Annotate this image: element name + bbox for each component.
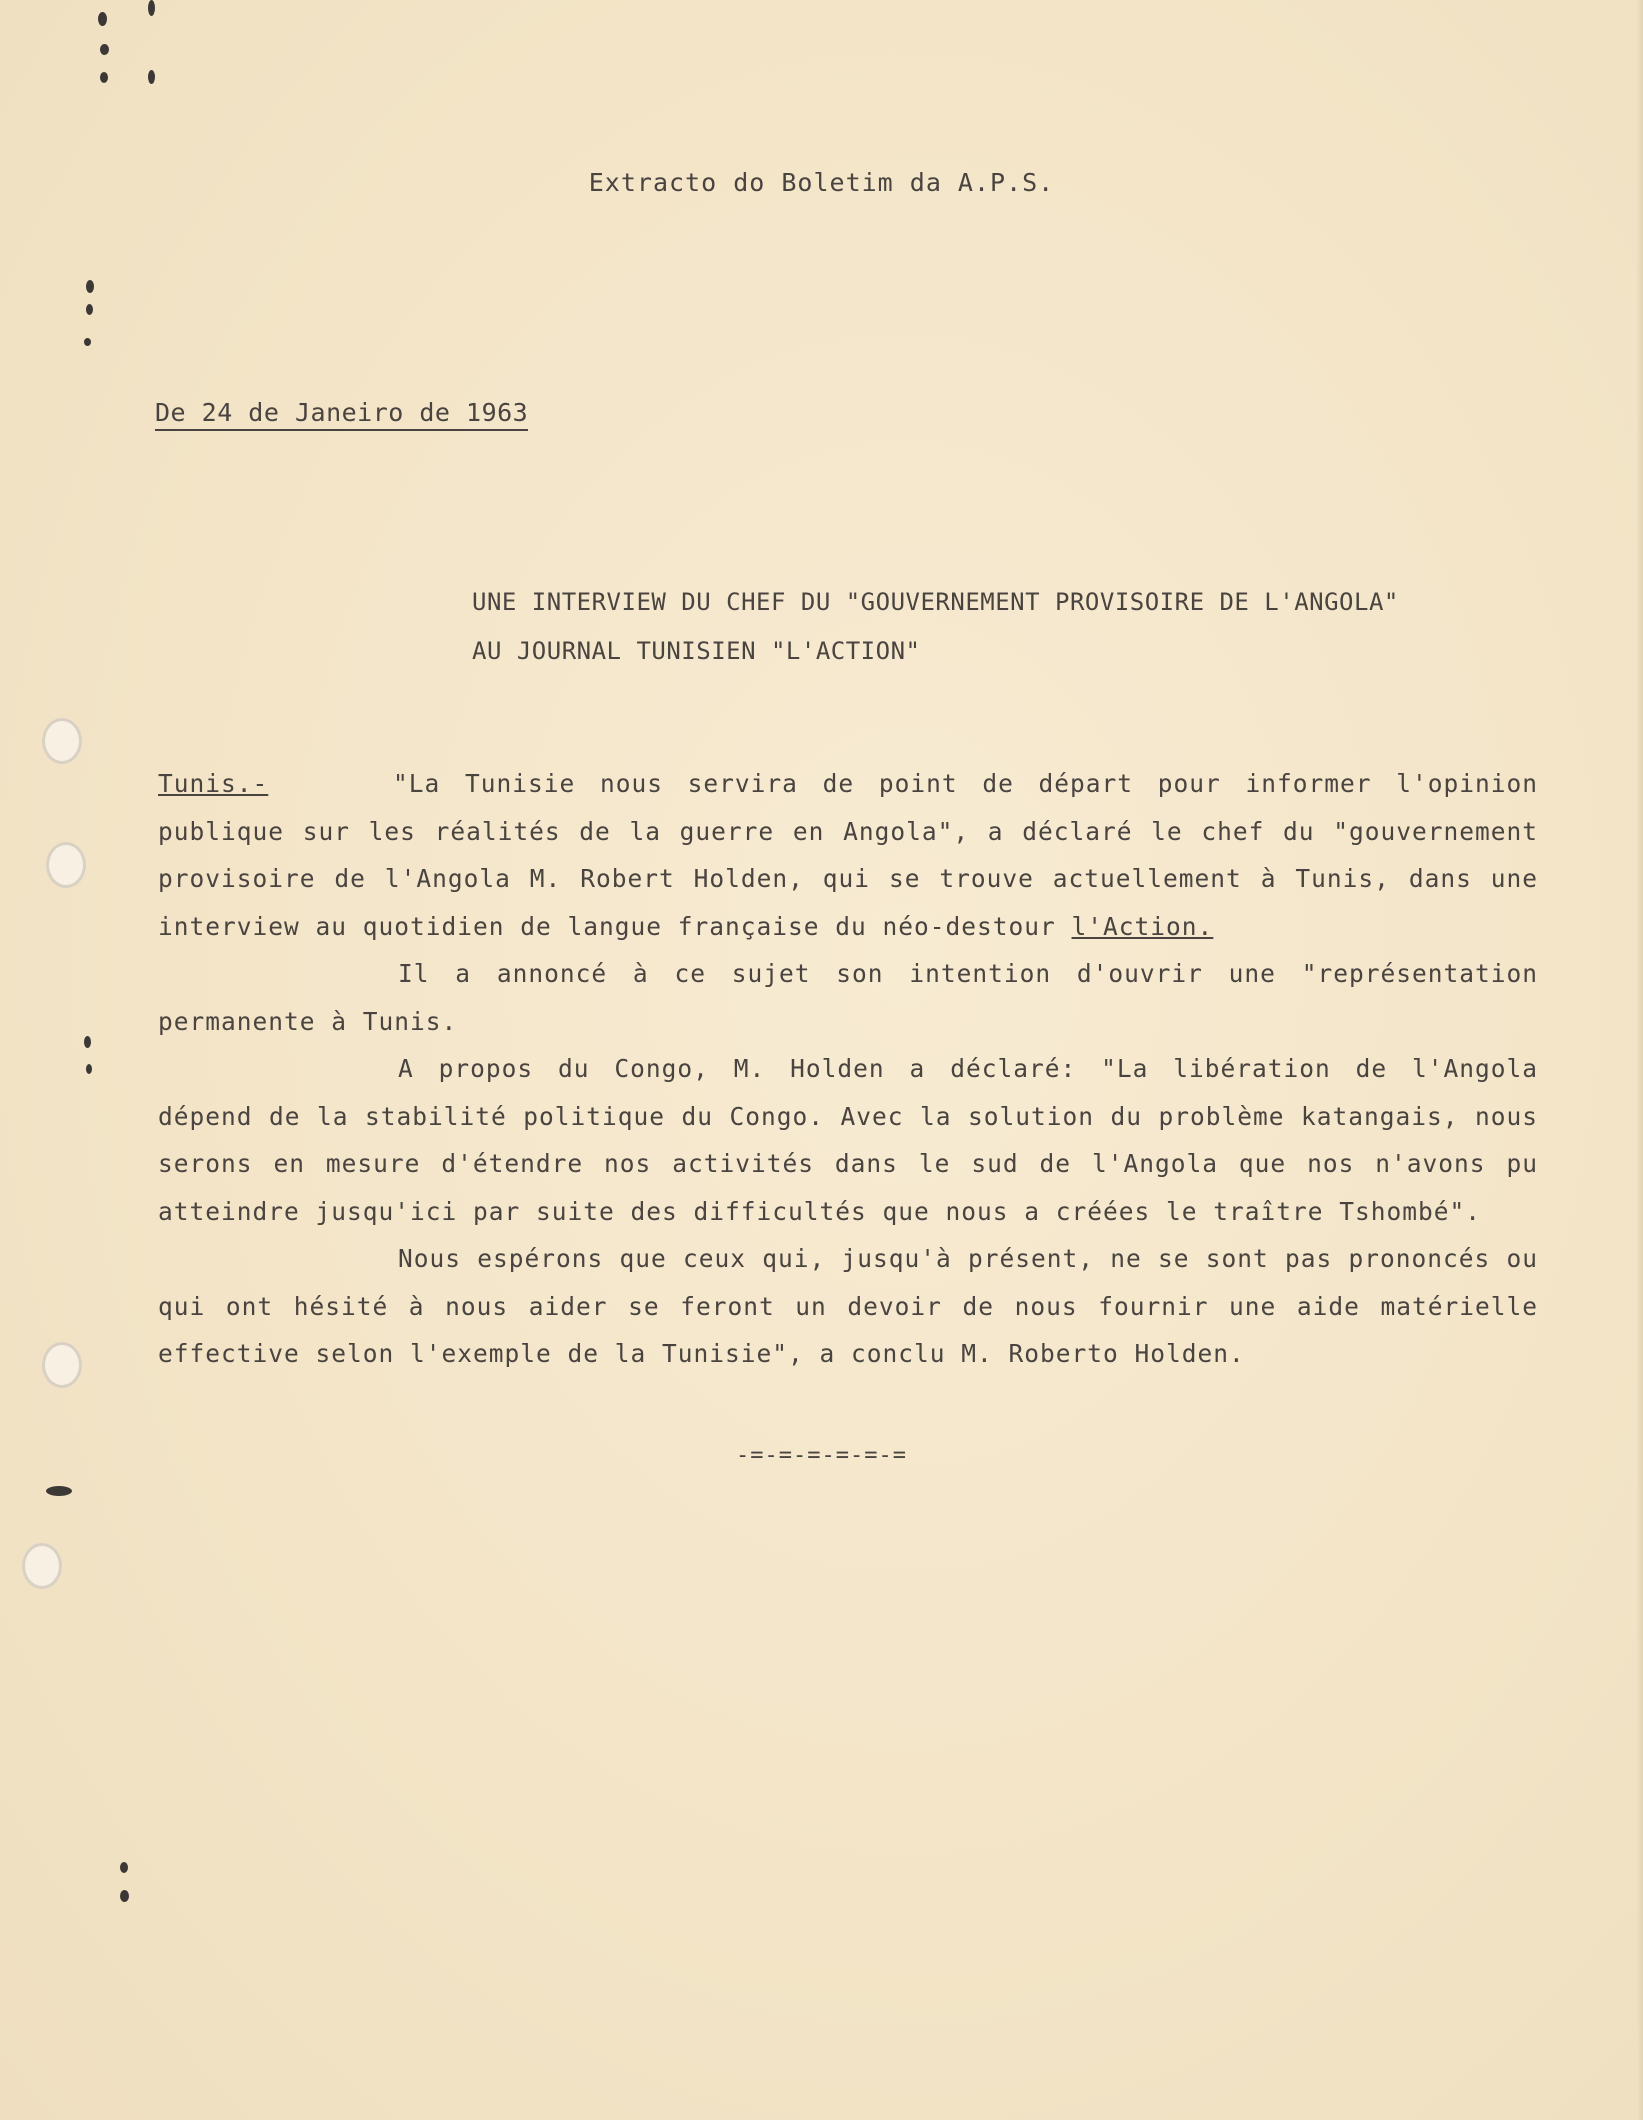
punch-hole [42,718,82,764]
journal-name: l'Action. [1071,911,1214,941]
article-body [158,760,1538,1378]
separator-line: -=-=-=-=-=-= [736,1443,907,1468]
paper-edge [1637,0,1643,2120]
staple-mark [100,44,109,55]
margin-mark [120,1862,128,1873]
staple-mark [100,72,108,83]
punch-hole [46,842,86,888]
paragraph-4: Nous espérons que ceux qui, jusqu'à présent, ne se sont pas prononcés ou qui ont hésité à nous aider se feront un devoir de nous fournir une aide matérielle effective selon l'exemple de la Tunisie", a conclu M. Roberto Holden. [158,1244,1538,1368]
paragraph-2: Il a annoncé à ce sujet son intention d'ouvrir une "représentation permanente à Tunis. [158,959,1538,1036]
document-header: Extracto do Boletim da A.P.S. [588,168,1055,197]
title-line-1: UNE INTERVIEW DU CHEF DU "GOUVERNEMENT PROVISOIRE DE L'ANGOLA" [472,588,1399,616]
staple-mark [148,0,155,16]
dateline: Tunis.- [158,769,269,798]
margin-mark [120,1890,129,1902]
margin-mark [86,1064,92,1074]
title-line-2: AU JOURNAL TUNISIEN "L'ACTION" [472,637,921,665]
paragraph-3: A propos du Congo, M. Holden a déclaré: "La libération de l'Angola dépend de la stabilité politique du Congo. Avec la solution du problème katangais, nous serons en mesure d'étendre nos activités dans le sud de l'Angola que nos n'avons pu atteindre jusqu'ici par suite des difficultés que nous a créées le traître Tshombé". [158,1054,1538,1226]
margin-mark [84,338,91,346]
punch-hole [22,1543,62,1589]
punch-hole [42,1342,82,1388]
date-line: De 24 de Janeiro de 1963 [155,398,528,431]
staple-mark [98,12,107,26]
margin-mark [86,280,94,293]
margin-mark [46,1486,72,1496]
margin-mark [84,1036,91,1048]
paragraph-1 [158,760,1538,950]
paragraph-1-text: "La Tunisie nous servira de point de départ pour informer l'opinion publique sur les réalités de la guerre en Angola", a déclaré le chef du "gouvernement provisoire de l'Angola M. Robert Holden, qui se trouve actuellement à Tunis, dans une interview au quotidien de langue française du néo-destour [158,769,1538,941]
staple-mark [148,70,155,84]
margin-mark [86,304,93,315]
